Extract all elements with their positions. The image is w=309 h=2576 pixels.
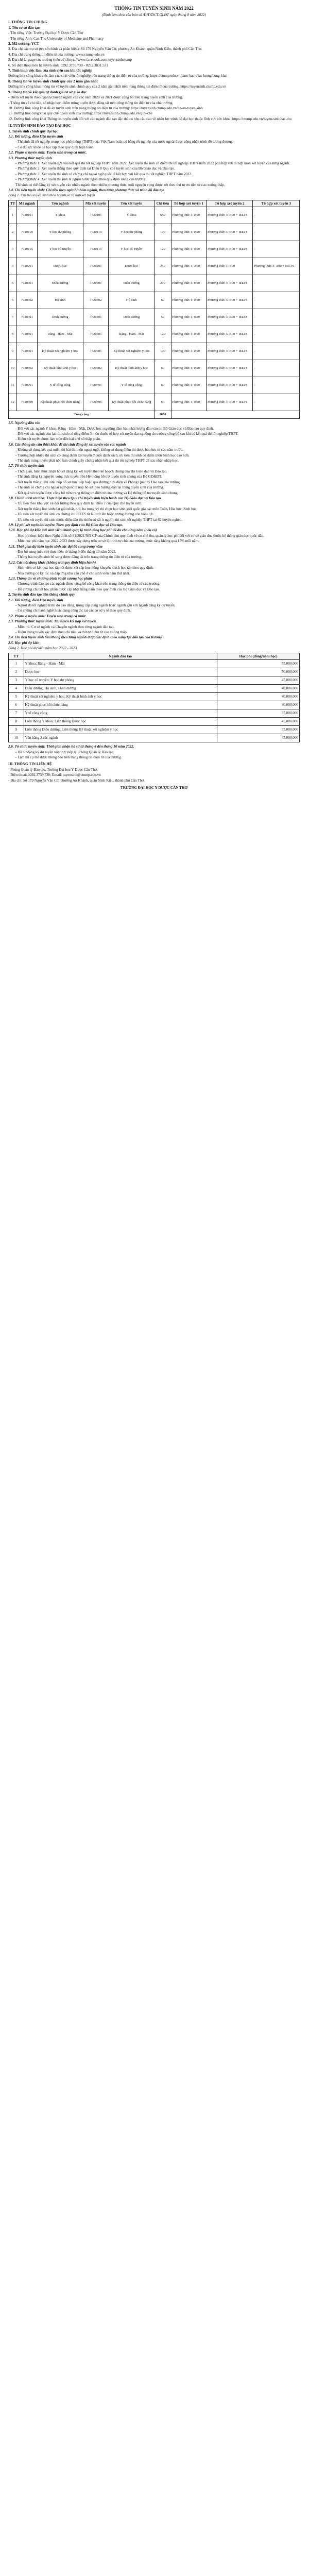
- text: - Xét tuyển thẳng: Thí sinh nộp hồ sơ trực tiếp hoặc qua đường bưu điện về Phòng Quản lý Đào tạo của trường.: [15, 480, 181, 484]
- table-caption: Bảng 1. Chỉ tiêu tuyển sinh theo ngành và tổ hợp xét tuyển: [8, 193, 95, 198]
- table-cell: Dinh dưỡng: [109, 309, 154, 326]
- text: - Tên tiếng Anh: Can Tho University of Medicine and Pharmacy: [8, 36, 104, 41]
- table-cell: Hộ sinh: [109, 292, 154, 309]
- table-cell: 7720701: [16, 377, 37, 394]
- table-row: [9, 309, 300, 326]
- heading-1-3: 1.3. Phương thức tuyển sinh: [8, 156, 52, 160]
- table-cell: Phương thức 3: B00 + IELTS: [206, 309, 252, 326]
- table-cell: 1: [9, 207, 17, 224]
- heading-2-6: 2.6. Tổ chức tuyển sinh: Thời gian nhận hồ sơ từ tháng 8 đến tháng 10 năm 2022.: [8, 744, 134, 749]
- text: - Tên tiếng Việt: Trường Đại học Y Dược Cần Thơ: [8, 31, 83, 36]
- table-cell: 45.000.000: [217, 676, 300, 685]
- table-header: Tên ngành: [37, 200, 83, 207]
- table-cell: -: [253, 326, 300, 343]
- heading-2-1: 1. Tuyển sinh chính quy đại học: [8, 129, 58, 133]
- heading-1-8: 1.8. Chính sách ưu tiên: Thực hiện theo Quy chế tuyển sinh hiện hành của Bộ Giáo dục và Đào tạo.: [8, 496, 162, 500]
- table-header-row: [9, 200, 300, 207]
- text: - Ưu tiên xét tuyển thí sinh thuộc diện dân tộc thiểu số rất ít người, thí sinh tốt nghiệp THPT tại 62 huyện nghèo.: [15, 517, 183, 522]
- table-cell: Kỹ thuật xét nghiệm y học: [109, 343, 154, 360]
- table-cell: 7720201: [16, 258, 37, 275]
- table-cell: 7720699: [16, 394, 37, 411]
- total-value: 1830: [154, 411, 171, 419]
- heading-1-10: 1.10. Học phí dự kiến với sinh viên chính quy; lộ trình tăng học phí tối đa cho từng năm (nếu có): [8, 528, 157, 533]
- table-row: [9, 343, 300, 360]
- major-quota-table: [8, 200, 300, 419]
- table-cell: 45.000.000: [217, 734, 300, 742]
- table-cell: 7720101: [83, 207, 109, 224]
- table-row: [9, 660, 300, 668]
- table-cell: Phương thức 3: B00 + IELTS: [206, 394, 252, 411]
- table-cell: 9: [9, 726, 24, 734]
- table-row: [9, 709, 300, 718]
- table-cell: 5: [9, 275, 17, 292]
- table-row: [9, 326, 300, 343]
- table-cell: 7720601: [83, 343, 109, 360]
- table-cell: Kỹ thuật phục hồi chức năng: [24, 701, 217, 709]
- table-cell: 7720301: [83, 275, 109, 292]
- table-cell: Phương thức 3: B00 + IELTS: [206, 326, 252, 343]
- table-cell: 50: [154, 309, 171, 326]
- text: - Hồ sơ đăng ký dự tuyển nộp trực tiếp tại Phòng Quản lý Đào tạo.: [15, 750, 114, 754]
- table-cell: Phương thức 3: B00 + IELTS: [206, 207, 252, 224]
- table-cell: 10: [9, 734, 24, 742]
- text: - Điểm xét tuyển được làm tròn đến hai chữ số thập phân.: [15, 437, 101, 442]
- heading-1-2: 2. Mã trường: YCT: [8, 42, 39, 46]
- table-cell: -: [253, 224, 300, 241]
- table-header: TT: [9, 200, 17, 207]
- table-cell: 7: [9, 309, 17, 326]
- table-cell: Phương thức 3: A00 + IELTS: [253, 258, 300, 275]
- table-cell: Dược học: [37, 258, 83, 275]
- table-cell: 11: [9, 377, 17, 394]
- text: - Đợt bổ sung (nếu có) thực hiện từ tháng 9 đến tháng 10 năm 2022.: [15, 549, 116, 554]
- table-cell: 35.000.000: [217, 726, 300, 734]
- table-cell: Văn bằng 2 các ngành: [24, 734, 217, 742]
- table-cell: -: [253, 207, 300, 224]
- table-cell: 6: [9, 701, 24, 709]
- table-cell: 12: [9, 394, 17, 411]
- text: Thí sinh có thể đăng ký xét tuyển vào nhiều ngành theo nhiều phương thức, mỗi nguyện vọng được xét theo thứ tự ưu tiên từ cao xuống thấp.: [15, 182, 225, 187]
- table-cell: Phương thức 3: B00 + IELTS: [206, 224, 252, 241]
- document-subtitle: (Định kèm theo văn bản số /ĐHYDCT-QLĐT ngày tháng 8 năm 2022): [102, 13, 206, 17]
- text: 6. Số điện thoại liên hệ tuyển sinh: 0292.3739.730 - 0292.3831.531: [8, 63, 108, 67]
- table-cell: Y khoa; Răng - Hàm - Mặt: [24, 660, 217, 668]
- table-cell: 120: [154, 326, 171, 343]
- text: 11. Đường link công khai quy chế tuyển sinh của trường: https://tuyensinh.ctump.edu.vn/quy-che: [8, 111, 153, 116]
- table-cell: Răng - Hàm - Mặt: [37, 326, 83, 343]
- table-cell: Phương thức 3: B00 + IELTS: [206, 241, 252, 258]
- table-cell: 9: [9, 343, 17, 360]
- text: - Thời gian, hình thức nhận hồ sơ đăng ký xét tuyển theo kế hoạch chung của Bộ Giáo dục và Đào tạo.: [15, 469, 167, 473]
- section-admission-title: II. TUYỂN SINH ĐÀO TẠO ĐẠI HỌC: [8, 124, 71, 128]
- table-cell: 7720110: [16, 224, 37, 241]
- table-cell: 45.000.000: [217, 718, 300, 726]
- table-cell: 650: [154, 207, 171, 224]
- section-contact-title: III. THÔNG TIN LIÊN HỆ: [8, 762, 52, 767]
- table-header: Tổ hợp xét tuyển 1: [171, 200, 206, 207]
- heading-1-12: 1.12. Các nội dung khác (không trái quy định hiện hành): [8, 560, 96, 565]
- table-cell: Y học dự phòng: [109, 224, 154, 241]
- table-header: Mã ngành: [16, 200, 37, 207]
- table-row: [9, 377, 300, 394]
- heading-1-13: 1.13. Thông tin về chương trình và đề cương học phần: [8, 577, 92, 581]
- text: Đường link công khai việc làm của sinh viên tốt nghiệp trên trang thông tin điện tử của trường: https://ctump.edu.vn/dam-bao-chat-luong/cong-khai: [8, 74, 228, 78]
- table-cell: 2: [9, 668, 24, 676]
- text: - Thí sinh trúng tuyển phải nộp bản chính giấy chứng nhận kết quả thi tốt nghiệp THPT để xác nhận nhập học.: [15, 459, 179, 463]
- table-cell: Kỹ thuật xét nghiệm y học; Kỹ thuật hình ảnh y học: [24, 693, 217, 701]
- text: - Điện thoại: 0292.3739.730; Email: tuyensinh@ctump.edu.vn: [8, 773, 101, 777]
- table-cell: 7720701: [83, 377, 109, 394]
- heading-1-7: 7. Tình hình việc làm của sinh viên sau khi tốt nghiệp: [8, 69, 93, 73]
- text: 3. Địa chỉ các trụ sở (trụ sở chính và phân hiệu): Số 179 Nguyễn Văn Cừ, phường An Khánh, quận Ninh Kiều, thành phố Cần Thơ.: [8, 47, 202, 52]
- table-cell: Dinh dưỡng: [37, 309, 83, 326]
- table-cell: 7720602: [16, 360, 37, 377]
- table-cell: 1: [9, 660, 24, 668]
- text: - Sinh viên có kết quả học tập tốt được xét cấp học bổng khuyến khích học tập theo quy định.: [15, 566, 154, 570]
- text: 12. Đường link công khai Thông tin tuyển sinh đối với các ngành đào tạo đặc thù có nhu cầu cao về nhân lực trình độ đại học thuộc lĩnh vực sức khỏe: https://ctump.edu.vn/tuyen-sinh/dac-thu: [8, 116, 292, 121]
- section-general-title: I. THÔNG TIN CHUNG: [8, 20, 48, 25]
- table-cell: Phương thức 1: B00: [171, 207, 206, 224]
- table-cell: Phương thức 3: B00 + IELTS: [206, 360, 252, 377]
- table-cell: 100: [154, 343, 171, 360]
- document-title: THÔNG TIN TUYỂN SINH NĂM 2022: [114, 6, 194, 11]
- total-label: Tổng cộng: [9, 411, 154, 419]
- table-cell: -: [253, 241, 300, 258]
- table-cell: Phương thức 3: B00 + IELTS: [206, 275, 252, 292]
- table-cell: Phương thức 3: B00 + IELTS: [206, 377, 252, 394]
- text: - Nhà trường có ký túc xá đáp ứng nhu cầu chỗ ở cho sinh viên năm thứ nhất.: [15, 571, 130, 575]
- text: - Ưu tiên theo khu vực và đối tượng theo quy định tại Điều 7 của Quy chế tuyển sinh.: [15, 501, 142, 506]
- table-cell: 7: [9, 709, 24, 718]
- table-row: [9, 258, 300, 275]
- table-row: [9, 275, 300, 292]
- table-cell: 7720302: [16, 292, 37, 309]
- heading-1-8: 8. Thông tin về tuyển sinh chính quy của 2 năm gần nhất: [8, 79, 98, 83]
- table-cell: Phương thức 1: B00: [171, 275, 206, 292]
- table-cell: 40.000.000: [217, 701, 300, 709]
- table-cell: Y khoa: [109, 207, 154, 224]
- text: - Đối với các ngành Y khoa, Răng - Hàm - Mặt, Dược học: ngưỡng đảm bảo chất lượng đầu vào do Bộ Giáo dục và Đào tạo quy định.: [15, 426, 214, 431]
- table-cell: 7720301: [16, 275, 37, 292]
- heading-1-1: 1. Tên cơ sở đào tạo: [8, 25, 40, 30]
- text: - Môn thi: Cơ sở ngành và Chuyên ngành theo từng ngành đào tạo.: [15, 624, 115, 629]
- text: - Ưu tiên xét tuyển thí sinh có chứng chỉ IELTS từ 6.0 trở lên hoặc tương đương còn hiệu lực.: [15, 512, 154, 517]
- table-cell: 7720401: [83, 309, 109, 326]
- table-cell: 3: [9, 241, 17, 258]
- table-header: Tên xét tuyển: [109, 200, 154, 207]
- table-row: [9, 726, 300, 734]
- table-cell: 7720401: [16, 309, 37, 326]
- text: - Thí sinh đăng ký nguyện vọng trực tuyến trên Hệ thống hỗ trợ tuyển sinh chung của Bộ GD&ĐT.: [15, 474, 162, 479]
- table-cell: 7720501: [83, 326, 109, 343]
- table-cell: Phương thức 1: B00: [206, 258, 252, 275]
- text: - Chương trình đào tạo các ngành được công bố công khai trên trang thông tin điện tử của trường.: [15, 582, 160, 586]
- text: - Có đủ sức khỏe để học tập theo quy định hiện hành.: [15, 145, 95, 149]
- table-cell: 60: [154, 377, 171, 394]
- table-cell: -: [253, 360, 300, 377]
- table-cell: 7720115: [16, 241, 37, 258]
- website-link[interactable]: 4. Địa chỉ trang thông tin điện tử của trường: www.ctump.edu.vn: [8, 52, 105, 57]
- heading-2-2: 2. Tuyển sinh đào tạo liên thông chính quy: [8, 592, 75, 597]
- table-header: TT: [9, 653, 24, 659]
- table-cell: Điều dưỡng: [37, 275, 83, 292]
- table-cell: 7720501: [16, 326, 37, 343]
- table-cell: Phương thức 1: B00: [171, 377, 206, 394]
- fee-table-body: [9, 660, 300, 742]
- text: - Phương thức 1: Xét tuyển dựa vào kết quả thi tốt nghiệp THPT năm 2022. Xét tuyển thí sinh có điểm thi tốt nghiệp THPT năm 2022 phù hợp với tổ hợp môn xét tuyển của từng ngành.: [15, 161, 290, 165]
- table-cell: Dược học: [24, 668, 217, 676]
- table-cell: Kỹ thuật hình ảnh y học: [109, 360, 154, 377]
- table-cell: 4: [9, 258, 17, 275]
- text: - Thông tin về chỉ tiêu, số nhập học, điểm trúng tuyển được đăng tải trên cổng thông tin điện tử của nhà trường.: [8, 100, 174, 105]
- heading-1-9: 1.9. Lệ phí xét tuyển/thi tuyển: Theo quy định của Bộ Giáo dục và Đào tạo.: [8, 522, 123, 527]
- table-row: [9, 207, 300, 224]
- table-cell: Kỹ thuật hình ảnh y học: [37, 360, 83, 377]
- table-row: [9, 718, 300, 726]
- table-cell: -: [253, 377, 300, 394]
- table-cell: Phương thức 1: B00: [171, 241, 206, 258]
- text: - Phòng Quản lý Đào tạo, Trường Đại học Y Dược Cần Thơ.: [8, 767, 98, 772]
- table-cell: Kỹ thuật xét nghiệm y học: [37, 343, 83, 360]
- heading-2-1: 2.1. Đối tượng, điều kiện tuyển sinh: [8, 598, 63, 602]
- table-cell: 50.000.000: [217, 668, 300, 676]
- heading-1-2: 1.2. Phạm vi tuyển sinh: Tuyển sinh trong cả nước.: [8, 150, 87, 155]
- fanpage-link[interactable]: 5. Địa chỉ fanpage của trường (nếu có): https://www.facebook.com/tuyensinhctump: [8, 58, 132, 62]
- table-cell: Y tế công cộng: [37, 377, 83, 394]
- table-cell: Điều dưỡng; Hộ sinh; Dinh dưỡng: [24, 685, 217, 693]
- table-cell: 7720601: [16, 343, 37, 360]
- table-row: [9, 676, 300, 685]
- total-empty: [171, 411, 299, 419]
- table-cell: 60: [154, 292, 171, 309]
- table-cell: 7720602: [83, 360, 109, 377]
- table-row: [9, 360, 300, 377]
- table-cell: Dược học: [109, 258, 154, 275]
- table-cell: 2: [9, 224, 17, 241]
- text: - Học phí thực hiện theo Nghị định số 81/2021/NĐ-CP của Chính phủ quy định về cơ chế thu, quản lý học phí đối với cơ sở giáo dục thuộc hệ thống giáo dục quốc dân.: [15, 533, 264, 538]
- table-cell: 7720101: [16, 207, 37, 224]
- heading-1-11: 1.11. Thời gian dự kiến tuyển sinh các đợt bổ sung trong năm: [8, 544, 102, 549]
- table-cell: Kỹ thuật phục hồi chức năng: [109, 394, 154, 411]
- table-row: [9, 668, 300, 676]
- heading-1-6: 1.6. Các thông tin cần thiết khác để thí sinh đăng ký xét tuyển vào các ngành: [8, 442, 126, 447]
- table-cell: 10: [9, 360, 17, 377]
- table-cell: Phương thức 1: B00: [171, 360, 206, 377]
- heading-2-5: 2.5. Học phí dự kiến: [8, 640, 40, 645]
- text: - Thí sinh đã tốt nghiệp trung học phổ thông (THPT) của Việt Nam hoặc có bằng tốt nghiệp của nước ngoài được công nhận trình độ tương đương.: [15, 140, 233, 144]
- text: - Phương thức 3: Xét tuyển thí sinh có chứng chỉ ngoại ngữ quốc tế kết hợp với kết quả thi tốt nghiệp THPT năm 2022.: [15, 172, 192, 176]
- table-cell: 7720201: [83, 258, 109, 275]
- table-row: [9, 224, 300, 241]
- table-cell: 250: [154, 258, 171, 275]
- text: - Đề cương chi tiết học phần được cập nhật hằng năm theo quy định của Bộ Giáo dục và Đào tạo.: [15, 587, 160, 591]
- table-cell: Y học cổ truyền; Y học dự phòng: [24, 676, 217, 685]
- table-cell: 7720110: [83, 224, 109, 241]
- heading-1-5: 1.5. Ngưỡng đầu vào: [8, 421, 41, 426]
- table-header: Tổ hợp xét tuyển 2: [206, 200, 252, 207]
- text: - Điểm trúng tuyển xác định theo chỉ tiêu và thứ tự điểm từ cao xuống thấp.: [15, 630, 128, 635]
- text: - Trường hợp nhiều thí sinh có cùng điểm xét tuyển ở cuối danh sách, ưu tiên thí sinh có điểm môn Sinh học cao hơn.: [15, 453, 190, 457]
- table-cell: 7720699: [83, 394, 109, 411]
- table-header: Mã xét tuyển: [83, 200, 109, 207]
- table-cell: Liên thông Điều dưỡng; Liên thông Kỹ thuật xét nghiệm y học: [24, 726, 217, 734]
- text: Đường link công khai thông tin về tuyển sinh chính quy của 2 năm gần nhất trên trang thông tin điện tử của trường: https://tuyensinh.ctump.edu.vn: [8, 84, 227, 89]
- table-cell: -: [253, 292, 300, 309]
- text: - Thí sinh có chứng chỉ ngoại ngữ quốc tế nộp hồ sơ theo hướng dẫn tại trang tuyển sinh của trường.: [15, 485, 164, 490]
- table-cell: Y khoa: [37, 207, 83, 224]
- text: - Phương thức 4: Xét tuyển thí sinh là người nước ngoài theo quy định riêng của trường.: [15, 177, 146, 182]
- text: - Lịch thi cụ thể được thông báo trên trang thông tin điện tử của trường.: [15, 755, 122, 759]
- table-cell: Điều dưỡng: [109, 275, 154, 292]
- table-cell: Hộ sinh: [37, 292, 83, 309]
- table-cell: 7720115: [83, 241, 109, 258]
- table-cell: Y học dự phòng: [37, 224, 83, 241]
- document: [8, 5, 300, 790]
- table-cell: 40.000.000: [217, 693, 300, 701]
- text: - Phương thức 2: Xét tuyển thẳng theo quy định tại Điều 8 Quy chế tuyển sinh của Bộ Giáo dục và Đào tạo.: [15, 166, 175, 171]
- table-cell: -: [253, 343, 300, 360]
- text: - Kết quả xét tuyển được công bố trên trang thông tin điện tử của trường và Hệ thống hỗ trợ tuyển sinh chung.: [15, 490, 179, 495]
- tuition-fee-table: [8, 653, 300, 742]
- table-cell: Phương thức 3: B00 + IELTS: [206, 292, 252, 309]
- table-header-row: [9, 653, 300, 659]
- text: - Không sử dụng kết quả miễn thi bài thi môn ngoại ngữ, không sử dụng điểm thi được bảo lưu từ các năm trước.: [15, 448, 183, 452]
- heading-1-4: 1.4. Chỉ tiêu tuyển sinh: Chỉ tiêu theo ngành/nhóm ngành, theo từng phương thức và trình độ đào tạo: [8, 188, 164, 192]
- table-cell: 8: [9, 718, 24, 726]
- table-row: [9, 734, 300, 742]
- table-cell: Liên thông Y khoa; Liên thông Dược học: [24, 718, 217, 726]
- table-cell: 6: [9, 292, 17, 309]
- table-caption: Bảng 2. Học phí dự kiến năm học 2022 - 2023: [8, 646, 77, 651]
- table-cell: 5: [9, 693, 24, 701]
- table-row: [9, 701, 300, 709]
- text: 10. Đường link công khai đề án tuyển sinh trên trang thông tin điện tử của trường: https://tuyensinh.ctump.edu.vn/de-an-tuyen-sinh: [8, 106, 203, 110]
- heading-2-4: 2.4. Chỉ tiêu tuyển sinh liên thông theo từng ngành được xác định theo năng lực đào tạo của trường.: [8, 635, 163, 640]
- text: - Địa chỉ: Số 179 Nguyễn Văn Cừ, phường An Khánh, quận Ninh Kiều, thành phố Cần Thơ.: [8, 778, 145, 783]
- table-cell: Phương thức 1: A00: [171, 258, 206, 275]
- major-table-body: [9, 207, 300, 411]
- table-row: [9, 241, 300, 258]
- table-cell: Y tế công cộng: [109, 377, 154, 394]
- table-cell: 8: [9, 326, 17, 343]
- table-cell: Phương thức 1: B00: [171, 292, 206, 309]
- heading-1-7: 1.7. Tổ chức tuyển sinh: [8, 464, 44, 468]
- table-cell: Phương thức 3: B00 + IELTS: [206, 343, 252, 360]
- table-cell: -: [253, 309, 300, 326]
- table-row: [9, 292, 300, 309]
- table-total-row: [9, 411, 300, 419]
- table-cell: 40.000.000: [217, 685, 300, 693]
- table-cell: 7720302: [83, 292, 109, 309]
- text: - Có chứng chỉ hành nghề hoặc đang công tác tại các cơ sở y tế theo quy định.: [15, 608, 131, 613]
- table-cell: Phương thức 1: B00: [171, 394, 206, 411]
- table-header: Tổ hợp xét tuyển 3: [253, 200, 300, 207]
- table-cell: 60: [154, 394, 171, 411]
- heading-2-2: 2.2. Phạm vi tuyển sinh: Tuyển sinh trong cả nước.: [8, 614, 87, 618]
- table-cell: 35.000.000: [217, 709, 300, 718]
- table-header: Học phí (đồng/năm học): [217, 653, 300, 659]
- table-cell: Y học cổ truyền: [109, 241, 154, 258]
- table-row: [9, 685, 300, 693]
- text: - Xét tuyển thẳng học sinh đạt giải nhất, nhì, ba trong kỳ thi chọn học sinh giỏi quốc gia các môn Toán, Hóa học, Sinh học.: [15, 506, 198, 511]
- heading-1-1: 1.1. Đối tượng, điều kiện tuyển sinh: [8, 134, 63, 139]
- table-cell: 3: [9, 676, 24, 685]
- table-cell: Răng - Hàm - Mặt: [109, 326, 154, 343]
- table-cell: -: [253, 275, 300, 292]
- text: - Mức học phí năm học 2022-2023 được xây dựng trên cơ sở lộ trình tự chủ của trường, mức tăng không quá 15% mỗi năm.: [15, 539, 199, 544]
- table-cell: Phương thức 1: B00: [171, 326, 206, 343]
- heading-2-3: 2.3. Phương thức tuyển sinh: Thi tuyển kết hợp xét tuyển.: [8, 619, 97, 624]
- text: - Đối với các ngành còn lại: thí sinh có tổng điểm 3 môn thuộc tổ hợp xét tuyển đạt ngưỡng do trường công bố sau khi có kết quả thi tốt nghiệp THPT.: [15, 432, 238, 436]
- table-cell: Kỹ thuật phục hồi chức năng: [37, 394, 83, 411]
- table-cell: 120: [154, 241, 171, 258]
- text: - Người đã tốt nghiệp trình độ cao đẳng, trung cấp cùng ngành hoặc ngành gần với ngành đăng ký dự tuyển.: [15, 603, 176, 608]
- heading-1-9: 9. Thông tin về kết quả tự đánh giá cơ sở giáo dục: [8, 90, 87, 94]
- signature: TRƯỜNG ĐẠI HỌC Y DƯỢC CẦN THƠ: [120, 785, 188, 790]
- text: - Thông báo tuyển sinh bổ sung được đăng tải trên trang thông tin điện tử của trường.: [15, 555, 142, 560]
- table-header: Ngành đào tạo: [24, 653, 217, 659]
- table-header: Chỉ tiêu: [154, 200, 171, 207]
- table-cell: 200: [154, 275, 171, 292]
- text: - Điểm xét tuyển theo ngành/chuyên ngành của các năm 2020 và 2021 được công bố trên trang tuyển sinh của trường.: [8, 95, 183, 100]
- table-row: [9, 394, 300, 411]
- table-cell: Phương thức 1: B00: [171, 224, 206, 241]
- table-cell: 100: [154, 224, 171, 241]
- table-cell: Y tế công cộng: [24, 709, 217, 718]
- table-cell: Y học cổ truyền: [37, 241, 83, 258]
- table-cell: 55.000.000: [217, 660, 300, 668]
- table-cell: -: [253, 394, 300, 411]
- table-cell: 4: [9, 685, 24, 693]
- table-row: [9, 693, 300, 701]
- table-cell: Phương thức 1: B00: [171, 309, 206, 326]
- table-cell: Phương thức 1: B00: [171, 343, 206, 360]
- table-cell: 60: [154, 360, 171, 377]
